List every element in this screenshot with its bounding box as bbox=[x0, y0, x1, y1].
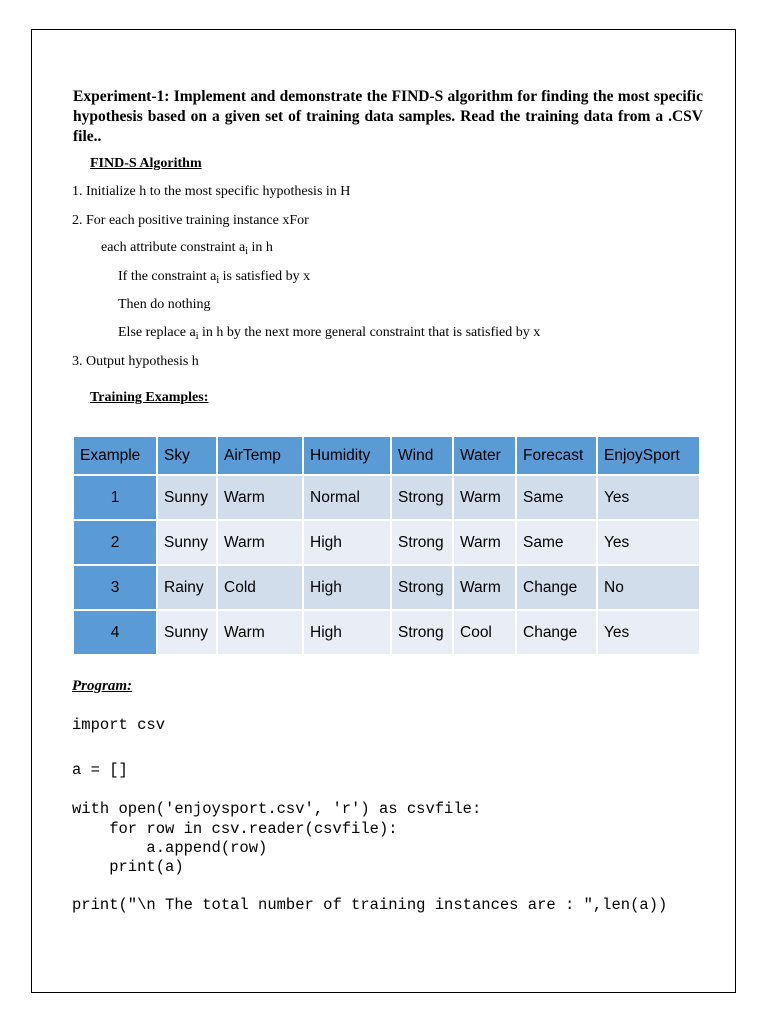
subscript: i bbox=[216, 275, 220, 286]
table-row bbox=[73, 520, 700, 565]
table-cell: Change bbox=[516, 610, 597, 655]
code-line: a = [] bbox=[72, 761, 128, 779]
algorithm-heading: FIND-S Algorithm bbox=[90, 156, 202, 171]
step-number: 1. bbox=[72, 184, 83, 199]
algorithm-step-2-then bbox=[118, 297, 211, 313]
code-line: print("\n The total number of training instances are : ",len(a)) bbox=[72, 896, 668, 914]
step-text-for: For bbox=[289, 213, 309, 228]
header-cell: Water bbox=[453, 436, 516, 475]
step-number: 3. bbox=[72, 354, 83, 369]
step-text-end: in h by the next more general constraint that is satisfied by x bbox=[198, 325, 541, 340]
header-cell: AirTemp bbox=[217, 436, 303, 475]
code-line: with open('enjoysport.csv', 'r') as csvfile: bbox=[72, 800, 482, 818]
table-cell: Sunny bbox=[157, 475, 217, 520]
example-number-cell: 1 bbox=[73, 475, 157, 520]
training-examples-table bbox=[72, 435, 701, 656]
table-cell: High bbox=[303, 520, 391, 565]
algorithm-step-3 bbox=[72, 354, 199, 370]
example-number-cell: 4 bbox=[73, 610, 157, 655]
code-line: for row in csv.reader(csvfile): bbox=[72, 820, 398, 838]
table-cell: Strong bbox=[391, 565, 453, 610]
step-text: each attribute constraint a bbox=[101, 240, 246, 255]
algorithm-step-2-loop bbox=[101, 240, 273, 257]
example-number-cell: 2 bbox=[73, 520, 157, 565]
table-cell: No bbox=[597, 565, 700, 610]
table-cell: Warm bbox=[217, 475, 303, 520]
table-header-row bbox=[73, 436, 700, 475]
table-cell: Warm bbox=[453, 565, 516, 610]
example-number-cell: 3 bbox=[73, 565, 157, 610]
table-cell: Normal bbox=[303, 475, 391, 520]
step-text: Then do nothing bbox=[118, 297, 211, 312]
step-text: Else replace a bbox=[118, 325, 196, 340]
table-cell: Warm bbox=[453, 475, 516, 520]
algorithm-step-2-if bbox=[118, 269, 310, 286]
header-cell: Example bbox=[73, 436, 157, 475]
step-text-end: in h bbox=[248, 240, 273, 255]
table-cell: Warm bbox=[217, 520, 303, 565]
table-cell: Change bbox=[516, 565, 597, 610]
step-text: Initialize h to the most specific hypothesis in H bbox=[86, 184, 351, 199]
table-cell: Strong bbox=[391, 475, 453, 520]
code-line: import csv bbox=[72, 716, 166, 734]
table-cell: Yes bbox=[597, 520, 700, 565]
table-cell: Strong bbox=[391, 520, 453, 565]
table-cell: Rainy bbox=[157, 565, 217, 610]
step-text: For each positive training instance x bbox=[86, 213, 290, 228]
algorithm-step-2-else bbox=[118, 325, 540, 342]
header-cell: Forecast bbox=[516, 436, 597, 475]
header-cell: Sky bbox=[157, 436, 217, 475]
table-cell: Same bbox=[516, 520, 597, 565]
program-label: Program: bbox=[72, 678, 132, 694]
experiment-title: Experiment-1: Implement and demonstrate the FIND-S algorithm for finding the most specific hypothesis based on a given set of training data samples. Read the training data from a .CSV file.. bbox=[73, 88, 703, 145]
training-examples-heading: Training Examples: bbox=[90, 390, 209, 405]
table-cell: High bbox=[303, 565, 391, 610]
code-line: print(a) bbox=[72, 858, 184, 876]
table-row bbox=[73, 475, 700, 520]
table-cell: Same bbox=[516, 475, 597, 520]
header-cell: EnjoySport bbox=[597, 436, 700, 475]
table-cell: Warm bbox=[217, 610, 303, 655]
algorithm-step-2 bbox=[72, 213, 309, 229]
table-cell: Yes bbox=[597, 475, 700, 520]
header-cell: Humidity bbox=[303, 436, 391, 475]
step-text: If the constraint a bbox=[118, 269, 217, 284]
subscript: i bbox=[195, 331, 199, 342]
step-text-end: is satisfied by x bbox=[219, 269, 311, 284]
step-text: Output hypothesis h bbox=[86, 354, 199, 369]
step-number: 2. bbox=[72, 213, 83, 228]
table-cell: Warm bbox=[453, 520, 516, 565]
table-row bbox=[73, 610, 700, 655]
table-cell: Yes bbox=[597, 610, 700, 655]
table-cell: Sunny bbox=[157, 520, 217, 565]
code-line: a.append(row) bbox=[72, 839, 268, 857]
table-cell: Cold bbox=[217, 565, 303, 610]
table-cell: High bbox=[303, 610, 391, 655]
algorithm-step-1 bbox=[72, 184, 350, 200]
header-cell: Wind bbox=[391, 436, 453, 475]
table-cell: Strong bbox=[391, 610, 453, 655]
table-row bbox=[73, 565, 700, 610]
subscript: i bbox=[245, 246, 248, 257]
table-cell: Sunny bbox=[157, 610, 217, 655]
table-cell: Cool bbox=[453, 610, 516, 655]
